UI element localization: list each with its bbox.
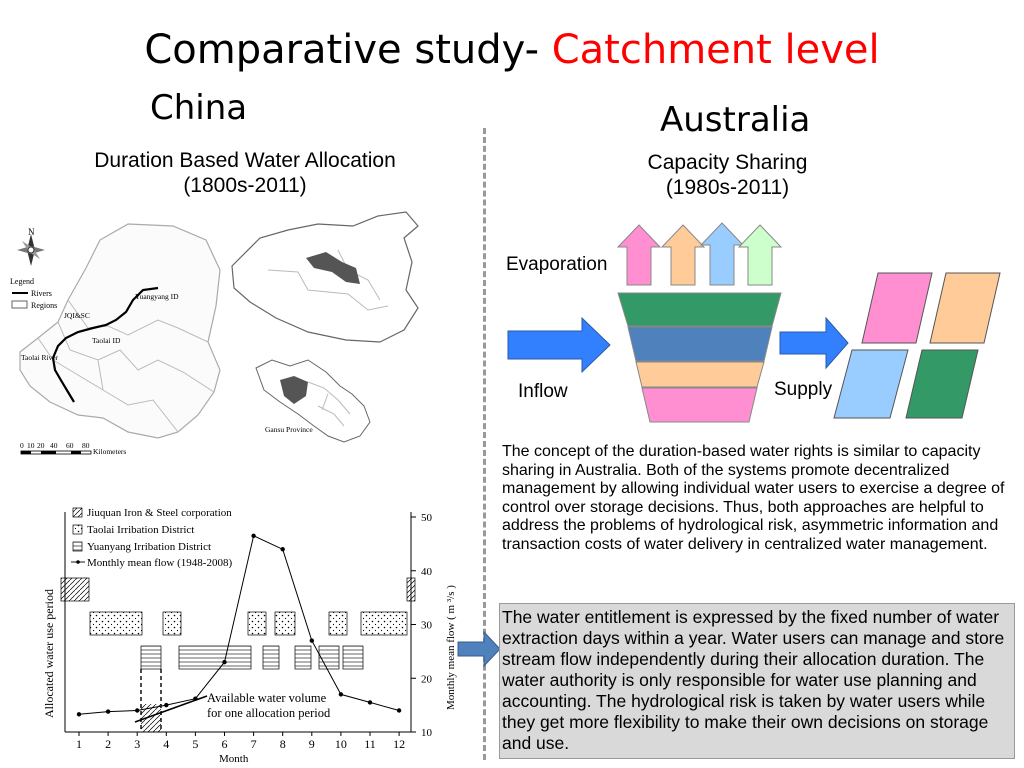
australia-subtitle <box>610 150 845 200</box>
entitlement-textbox: The water entitlement is expressed by the fixed number of water extraction days within a year. Water users can manage and store stream flow independently during their allocation duration. The water authority is only responsible for water use planning and accounting. The hydrological risk is taken by water users while they get more flexibility to make their own decisions on storage and use. <box>499 603 1015 759</box>
legend-swatch-jiuquan <box>73 508 82 517</box>
title-prefix: Comparative study- <box>144 27 552 73</box>
taolai-bar <box>329 612 347 635</box>
x-tick-label: 10 <box>334 737 347 751</box>
annotation-line1: Available water volume <box>207 691 327 705</box>
inflow-arrow-icon <box>508 318 610 372</box>
scale-tick-80: 80 <box>82 441 90 450</box>
legend-swatch-taolai <box>73 525 82 534</box>
storage-layer-blue <box>628 327 772 361</box>
scale-tick-10: 10 <box>27 441 35 450</box>
flow-point <box>397 708 401 712</box>
place-gansu: Gansu Province <box>265 425 313 434</box>
flow-point <box>339 692 343 696</box>
allocation-flow-chart <box>35 500 485 768</box>
x-tick-label: 8 <box>279 737 286 751</box>
legend-jiuquan: Jiuquan Iron & Steel corporation <box>87 507 232 519</box>
capacity-sharing-diagram <box>500 215 1024 430</box>
title-highlight: Catchment level <box>551 27 880 73</box>
flow-point <box>310 638 314 642</box>
x-tick-label: 4 <box>163 737 170 751</box>
yuanyang-bar <box>343 646 363 669</box>
storage-layer-pink <box>642 388 757 422</box>
legend-title: Legend <box>10 277 34 286</box>
annotation-line2: for one allocation period <box>207 706 331 720</box>
supply-arrow-icon <box>780 318 848 368</box>
y-tick-label: 30 <box>421 619 432 632</box>
place-taolai-river: Taolai River <box>21 353 59 362</box>
share-pink <box>862 273 932 343</box>
china-heading: China <box>150 88 248 128</box>
jiuquan-bar-dec <box>407 578 415 601</box>
china-subtitle-line1: Duration Based Water Allocation <box>94 149 396 172</box>
supply-label: Supply <box>774 379 833 400</box>
taolai-bar <box>275 612 295 635</box>
y-tick-label: 40 <box>421 565 432 578</box>
taolai-bar <box>361 612 407 635</box>
evaporation-arrow-green-icon <box>739 225 781 285</box>
yuanyang-bar <box>263 646 279 669</box>
x-tick-label: 12 <box>393 737 406 751</box>
legend-rivers: Rivers <box>31 289 52 298</box>
comparison-paragraph: The concept of the duration-based water rights is similar to capacity sharing in Australia. Both of the systems promote decentralized management by allowing individual water users to exercise a degree of control over storage decisions. Thus, both approaches are helpful to address the problems of hydrological risk, asymmetric information and transaction costs of water delivery in centralized water management. <box>502 443 1005 553</box>
yuanyang-bar <box>141 646 161 669</box>
storage-layer-orange <box>636 362 764 387</box>
legend-regions: Regions <box>31 301 58 310</box>
yuanyang-bar <box>295 646 311 669</box>
flow-point <box>164 703 168 707</box>
pointer-arrow-icon <box>456 628 504 670</box>
storage-layer-green <box>618 293 781 326</box>
flow-point <box>368 700 372 704</box>
place-jqisc: JQI&SC <box>64 311 90 320</box>
china-inset-outline <box>232 212 418 342</box>
legend-flow: Monthly mean flow (1948-2008) <box>87 557 233 569</box>
share-green <box>906 350 978 418</box>
x-tick-label: 9 <box>308 737 315 751</box>
evaporation-label: Evaporation <box>506 254 608 275</box>
scale-tick-20: 20 <box>37 441 45 450</box>
australia-subtitle-line2: (1980s-2011) <box>665 176 790 199</box>
inflow-label: Inflow <box>518 381 568 402</box>
taolai-bar <box>248 612 266 635</box>
scale-tick-60: 60 <box>66 441 74 450</box>
share-blue <box>834 350 908 418</box>
yuanyang-bar <box>319 646 339 669</box>
scale-tick-0: 0 <box>20 441 24 450</box>
china-subtitle-line2: (1800s-2011) <box>183 174 307 197</box>
right-axis-label: Monthly mean flow ( m ³/s ) <box>445 585 457 710</box>
flow-point <box>77 712 81 716</box>
y-tick-label: 20 <box>421 673 432 686</box>
legend-yuanyang: Yuanyang Irribation District <box>87 541 212 553</box>
australia-subtitle-line1: Capacity Sharing <box>647 151 808 174</box>
y-tick-label: 10 <box>421 727 432 739</box>
x-tick-label: 3 <box>134 737 141 751</box>
legend-swatch-yuanyang <box>73 542 82 551</box>
share-orange <box>930 273 1000 343</box>
jiuquan-bar-jan <box>61 578 89 601</box>
x-tick-label: 11 <box>364 737 376 751</box>
x-tick-label: 1 <box>76 737 82 751</box>
flow-point <box>135 708 139 712</box>
china-subtitle <box>40 148 450 198</box>
yuanyang-bar <box>179 646 251 669</box>
evaporation-arrow-blue-icon <box>701 223 743 285</box>
place-yuangyang: Yuangyang ID <box>135 292 179 301</box>
legend-region-swatch <box>12 301 27 308</box>
north-arrow-icon <box>17 234 45 266</box>
north-label: N <box>28 227 35 237</box>
china-map <box>8 210 478 460</box>
taolai-bar <box>163 612 181 635</box>
evaporation-arrow-orange-icon <box>662 225 704 285</box>
flow-point <box>222 660 226 664</box>
flow-point <box>281 547 285 551</box>
scale-unit: Kilometers <box>93 447 127 456</box>
slide-title <box>0 26 1024 74</box>
australia-heading: Australia <box>660 100 811 140</box>
x-axis-label: Month <box>219 753 249 765</box>
flow-point <box>106 709 110 713</box>
x-tick-label: 6 <box>221 737 228 751</box>
x-tick-label: 2 <box>105 737 112 751</box>
left-axis-label: Allocated water use period <box>42 589 56 718</box>
flow-point <box>251 534 255 538</box>
x-tick-label: 7 <box>250 737 257 751</box>
scale-tick-40: 40 <box>50 441 58 450</box>
y-tick-label: 50 <box>421 512 432 524</box>
legend-taolai: Taolai Irribation District <box>87 524 195 536</box>
place-taolai-id: Taolai ID <box>92 336 121 345</box>
evaporation-arrow-pink-icon <box>618 225 660 285</box>
x-tick-label: 5 <box>192 737 199 751</box>
taolai-bar <box>90 612 142 635</box>
